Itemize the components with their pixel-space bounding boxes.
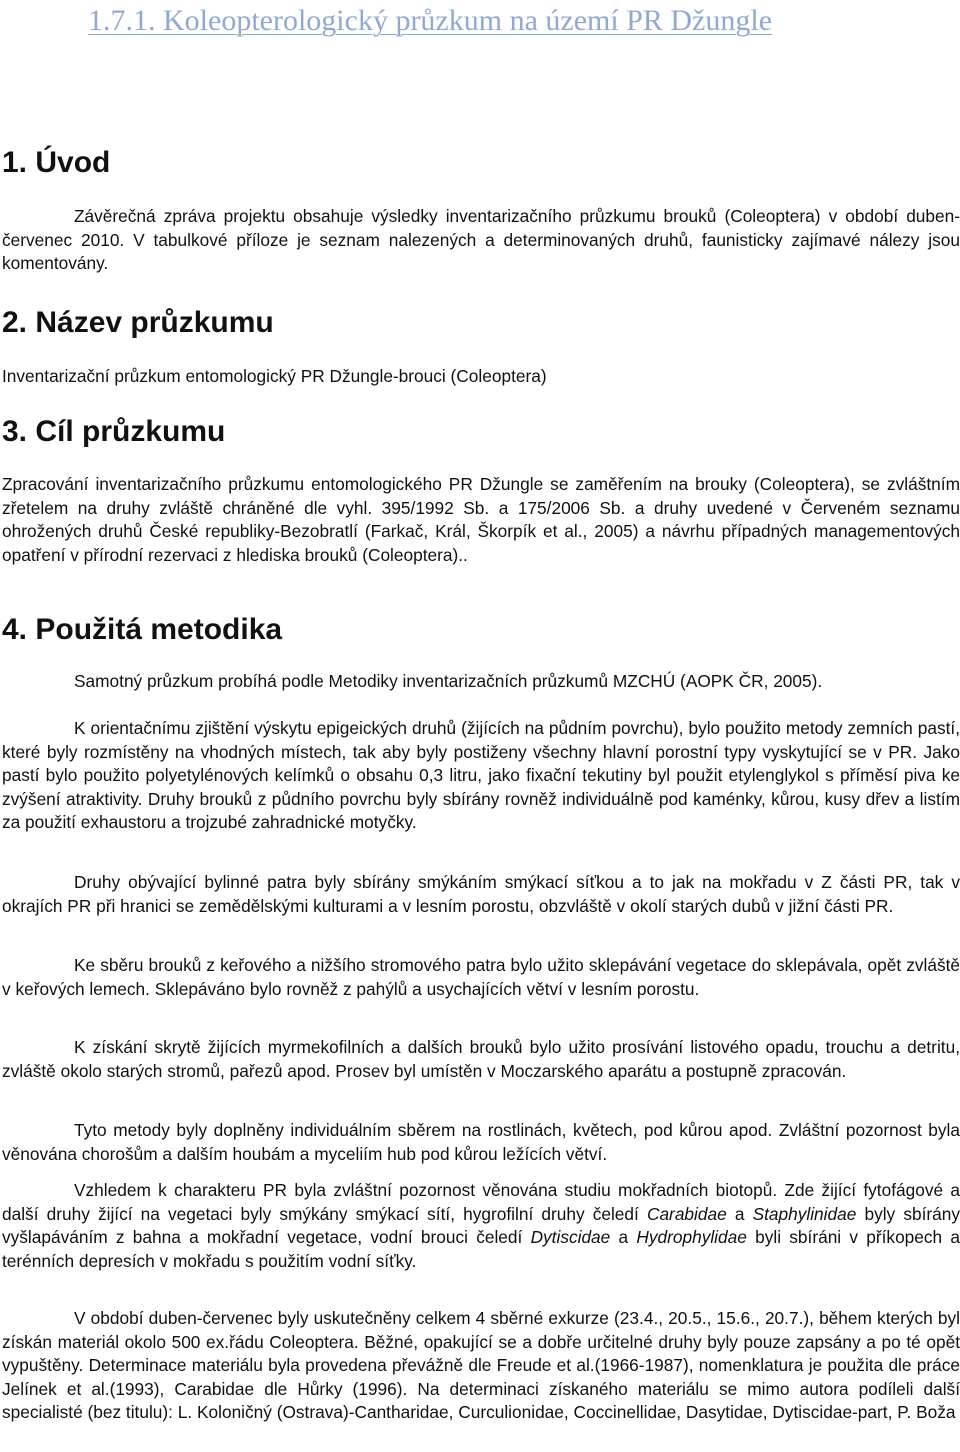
method-paragraph-3: Druhy obývající bylinné patra byly sbírány smýkáním smýkací síťkou a to jak na mokřadu v Z části PR, tak v okrajích PR při hranici se zemědělskými kulturami a v lesním porostu, obzvláště v okolí starých dubů v jižní části PR. (2, 872, 960, 916)
wetland-text-2: a (726, 1203, 753, 1224)
method-paragraph-6: Tyto metody byly doplněny individuálním sběrem na rostlinách, květech, pod kůrou apod. Zvláštní pozornost byla věnována chorošům a dalším houbám a myceliím hub pod kůrou ležících větví. (2, 1120, 960, 1164)
wetland-text-1: Vzhledem k charakteru PR byla zvláštní pozornost věnována studiu mokřadních biotopů. Zde žijící fytofágové a další druhy žijící na vegetaci byly smýkány smýkací sítí, hygrofilní druhy čeledí (2, 1180, 960, 1224)
method-paragraph-last: V období duben-červenec byly uskutečněny celkem 4 sběrné exkurze (23.4., 20.5., 15.6., 20.7.), během kterých byl získán materiál okolo 500 ex.řádu Coleoptera. Běžné, opakující se a dobře určitelné druhy byly pouze zapsány a po té opět vypuštěny. Determinace materiálu byla provedena převážně dle Freude et al.(1966-1987), nomenklatura je použita dle práce Jelínek et al.(1993), Carabidae dle Hůrky (1996). Na determinaci získaného materiálu se mimo autora podíleli další specialisté (bez titulu): L. Koloničný (Ostrava)-Cantharidae, Curculionidae, Coccinellidae, Dasytidae, Dytiscidae-part, P. Boža (2, 1308, 960, 1423)
taxon-carabidae: Carabidae (646, 1203, 727, 1224)
section-heading-goal: 3. Cíl průzkumu (2, 415, 226, 448)
method-paragraph-2: K orientačnímu zjištění výskytu epigeických druhů (žijících na půdním povrchu), bylo použito metody zemních pastí, které byly rozmístěny na vhodných místech, tak aby byly postiženy všechny hlavní porostní typy vyskytující se v PR. Jako pastí bylo použito polyetylénových kelímků o obsahu 0,3 litru, jako fixační tekutiny byl použit etylenglykol s příměsí piva ke zvýšení atraktivity. Druhy brouků z půdního povrchu byly sbírány rovněž individuálně pod kaménky, kůrou, kusy dřev a listím za použití exhaustoru a trojzubé zahradnické motyčky. (2, 718, 960, 833)
section-heading-name: 2. Název průzkumu (2, 306, 274, 339)
method-paragraph-1: Samotný průzkum probíhá podle Metodiky inventarizačních průzkumů MZCHÚ (AOPK ČR, 2005). (74, 671, 823, 691)
document-title: 1.7.1. Koleopterologický průzkum na území PR Džungle (88, 4, 773, 37)
wetland-text-3: byly sbírány vyšlapáváním z bahna a mokřadní vegetace, vodní brouci čeledí (2, 1203, 960, 1248)
taxon-dytiscidae: Dytiscidae (530, 1227, 611, 1248)
taxon-hydrophylidae: Hydrophylidae (636, 1227, 747, 1248)
section-heading-method: 4. Použitá metodika (2, 613, 283, 646)
wetland-text-4: a (610, 1227, 637, 1248)
section-heading-intro: 1. Úvod (2, 146, 111, 179)
method-paragraph-5: K získání skrytě žijících myrmekofilních a dalších brouků bylo užito prosívání listového opadu, trouchu a detritu, zvláště okolo starých stromů, pařezů apod. Prosev byl umístěn v Moczarského aparátu a postupně zpracován. (2, 1037, 960, 1081)
wetland-text-5: byli sbíráni v příkopech a terénních depresích v mokřadu s použitím vodní síťky. (2, 1227, 960, 1271)
method-paragraph-4: Ke sběru brouků z keřového a nižšího stromového patra bylo užito sklepávání vegetace do sklepávala, opět zvláště v keřových lemech. Sklepáváno bylo rovněž z pahýlů a usychajících větví v lesním porostu. (2, 955, 960, 999)
taxon-staphylinidae: Staphylinidae (752, 1203, 857, 1224)
intro-paragraph: Závěrečná zpráva projektu obsahuje výsledky inventarizačního průzkumu brouků (Coleoptera) v období duben-červenec 2010. V tabulkové příloze je seznam nalezených a determinovaných druhů, faunisticky zajímavé nálezy jsou komentovány. (2, 206, 960, 274)
goal-paragraph: Zpracování inventarizačního průzkumu entomologického PR Džungle se zaměřením na brouky (Coleoptera), se zvláštním zřetelem na druhy zvláště chráněné dle vyhl. 395/1992 Sb. a 175/2006 Sb. a druhy uvedené v Červeném seznamu ohrožených druhů České republiky-Bezobratlí (Farkač, Král, Škorpík et al., 2005) a návrhu případných managementových opatření v přírodní rezervaci z hlediska brouků (Coleoptera).. (2, 474, 960, 565)
method-paragraph-wetland (2, 1179, 960, 1273)
survey-name-paragraph: Inventarizační průzkum entomologický PR Džungle-brouci (Coleoptera) (2, 366, 547, 386)
